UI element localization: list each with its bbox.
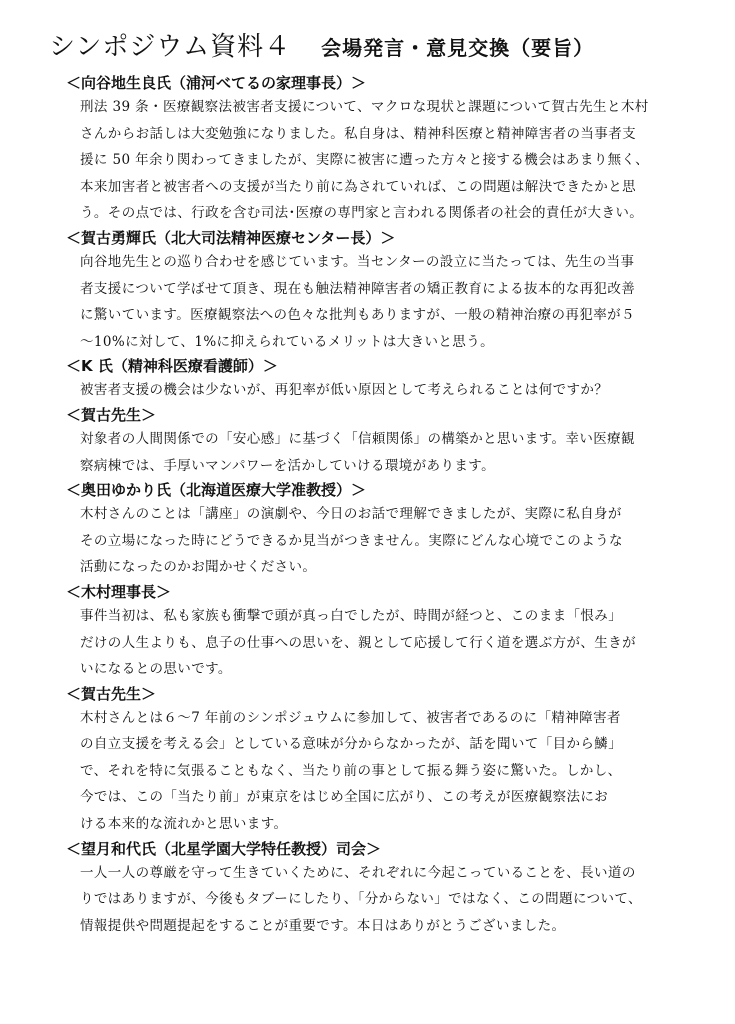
page-title: シンポジウム資料４ [49, 32, 292, 62]
speaker-section [66, 838, 716, 940]
speech-body [66, 249, 716, 355]
speaker-heading: ＜賀古先生＞ [66, 684, 157, 703]
speech-line: ける本来的な流れかと思います。 [80, 816, 288, 833]
speech-body [66, 377, 716, 404]
speaker-heading: ＜K 氏（精神科医療看護師）＞ [66, 357, 278, 376]
speech-line: う。その点では、行政を含む司法･医療の専門家と言われる関係者の社会的責任が大きい。 [80, 205, 644, 222]
speech-line: 今では、この「当たり前」が東京をはじめ全国に広がり、この考えが医療観察法にお [80, 789, 609, 806]
speech-body [66, 426, 716, 479]
speaker-section [66, 355, 716, 404]
speech-line: その立場になった時にどうできるか見当がつきません。実際にどんな心境でこのような [80, 532, 623, 549]
speech-line: 援に 50 年余り関わってきましたが、実際に被害に遭った方々と接する機会はあまり無く、 [80, 152, 650, 169]
speech-line: 活動になったのかお聞かせください。 [80, 559, 317, 576]
speaker-heading: ＜奥田ゆかり氏（北海道医療大学准教授）＞ [66, 481, 367, 500]
speech-line: 向谷地先生との巡り合わせを感じています。当センターの設立に当たっては、先生の当事 [80, 253, 635, 270]
speech-line: 情報提供や問題提起をすることが重要です。本日はありがとうございました。 [80, 917, 566, 934]
speech-line: いになるとの思いです。 [80, 661, 232, 678]
speech-body [66, 860, 716, 940]
speech-line: の自立支援を考える会」としている意味が分からなかったが、話を聞いて「目から鱗」 [80, 736, 623, 753]
speaker-heading: ＜賀古先生＞ [66, 405, 157, 424]
speaker-section [66, 581, 716, 683]
speech-line: 刑法 39 条・医療観察法被害者支援について、マクロな現状と課題について賀古先生と木村 [80, 99, 649, 115]
title-row [49, 26, 709, 66]
speaker-section [66, 479, 716, 581]
speech-body [66, 603, 716, 683]
speech-line: 者支援について学ばせて頂き、現在も触法精神障害者の矯正教育による抜本的な再犯改善 [80, 280, 636, 297]
speaker-section [66, 72, 716, 227]
speech-line: 被害者支援の機会は少ないが、再犯率が低い原因として考えられることは何ですか？ [80, 382, 609, 399]
speech-line: ～10%に対して、1%に抑えられているメリットは大きいと思う。 [80, 333, 495, 350]
speech-line: 一人一人の尊厳を守って生きていくために、それぞれに今起こっていることを、長い道の [80, 864, 636, 881]
speaker-heading: ＜賀古勇輝氏（北大司法精神医療センター長）＞ [66, 228, 396, 247]
speech-line: 木村さんとは６～7 年前のシンポジュウムに参加して、被害者であるのに「精神障害者 [80, 709, 621, 726]
speaker-section [66, 683, 716, 838]
speech-line: だけの人生よりも、息子の仕事への思いを、親として応援して行く道を選ぶ方が、生きが [80, 634, 636, 651]
speaker-section [66, 404, 716, 479]
speaker-heading: ＜向谷地生良氏（浦河べてるの家理事長）＞ [66, 74, 367, 92]
speech-line: に驚いています。医療観察法への色々な批判もありますが、一般の精神治療の再犯率が５ [80, 307, 635, 324]
speech-line: 木村さんのことは「講座」の演劇や、今日のお話で理解できましたが、実際に私自身が [80, 506, 622, 523]
speaker-heading: ＜望月和代氏（北星学園大学特任教授）司会＞ [66, 839, 382, 858]
speech-line: 事件当初は、私も家族も衝撃で頭が真っ白でしたが、時間が経つと、このまま「恨み」 [80, 607, 623, 624]
speaker-section [66, 227, 716, 355]
speech-body [66, 705, 716, 838]
speech-body [66, 501, 716, 581]
speech-line: さんからお話しは大変勉強になりました。私自身は、精神科医療と精神障害者の当事者支 [80, 125, 636, 142]
speech-line: 対象者の人間関係での「安心感」に基づく「信頼関係」の構築かと思います。幸い医療観 [80, 430, 635, 447]
speech-line: で、それを特に気張ることもなく、当たり前の事として振る舞う姿に驚いた。しかし、 [80, 762, 622, 779]
page-subtitle: 会場発言・意見交換（要旨） [321, 36, 595, 60]
speaker-heading: ＜木村理事長＞ [66, 582, 172, 601]
speech-line: 本来加害者と被害者への支援が当たり前に為されていれば、この問題は解決できたかと思 [80, 178, 636, 195]
speech-line: りではありますが、今後もタブーにしたり、「分からない」ではなく、この問題について、 [80, 891, 642, 908]
speech-line: 察病棟では、手厚いマンパワーを活かしていける環境があります。 [80, 457, 495, 474]
minutes-content [66, 72, 716, 939]
speech-body [66, 94, 716, 227]
